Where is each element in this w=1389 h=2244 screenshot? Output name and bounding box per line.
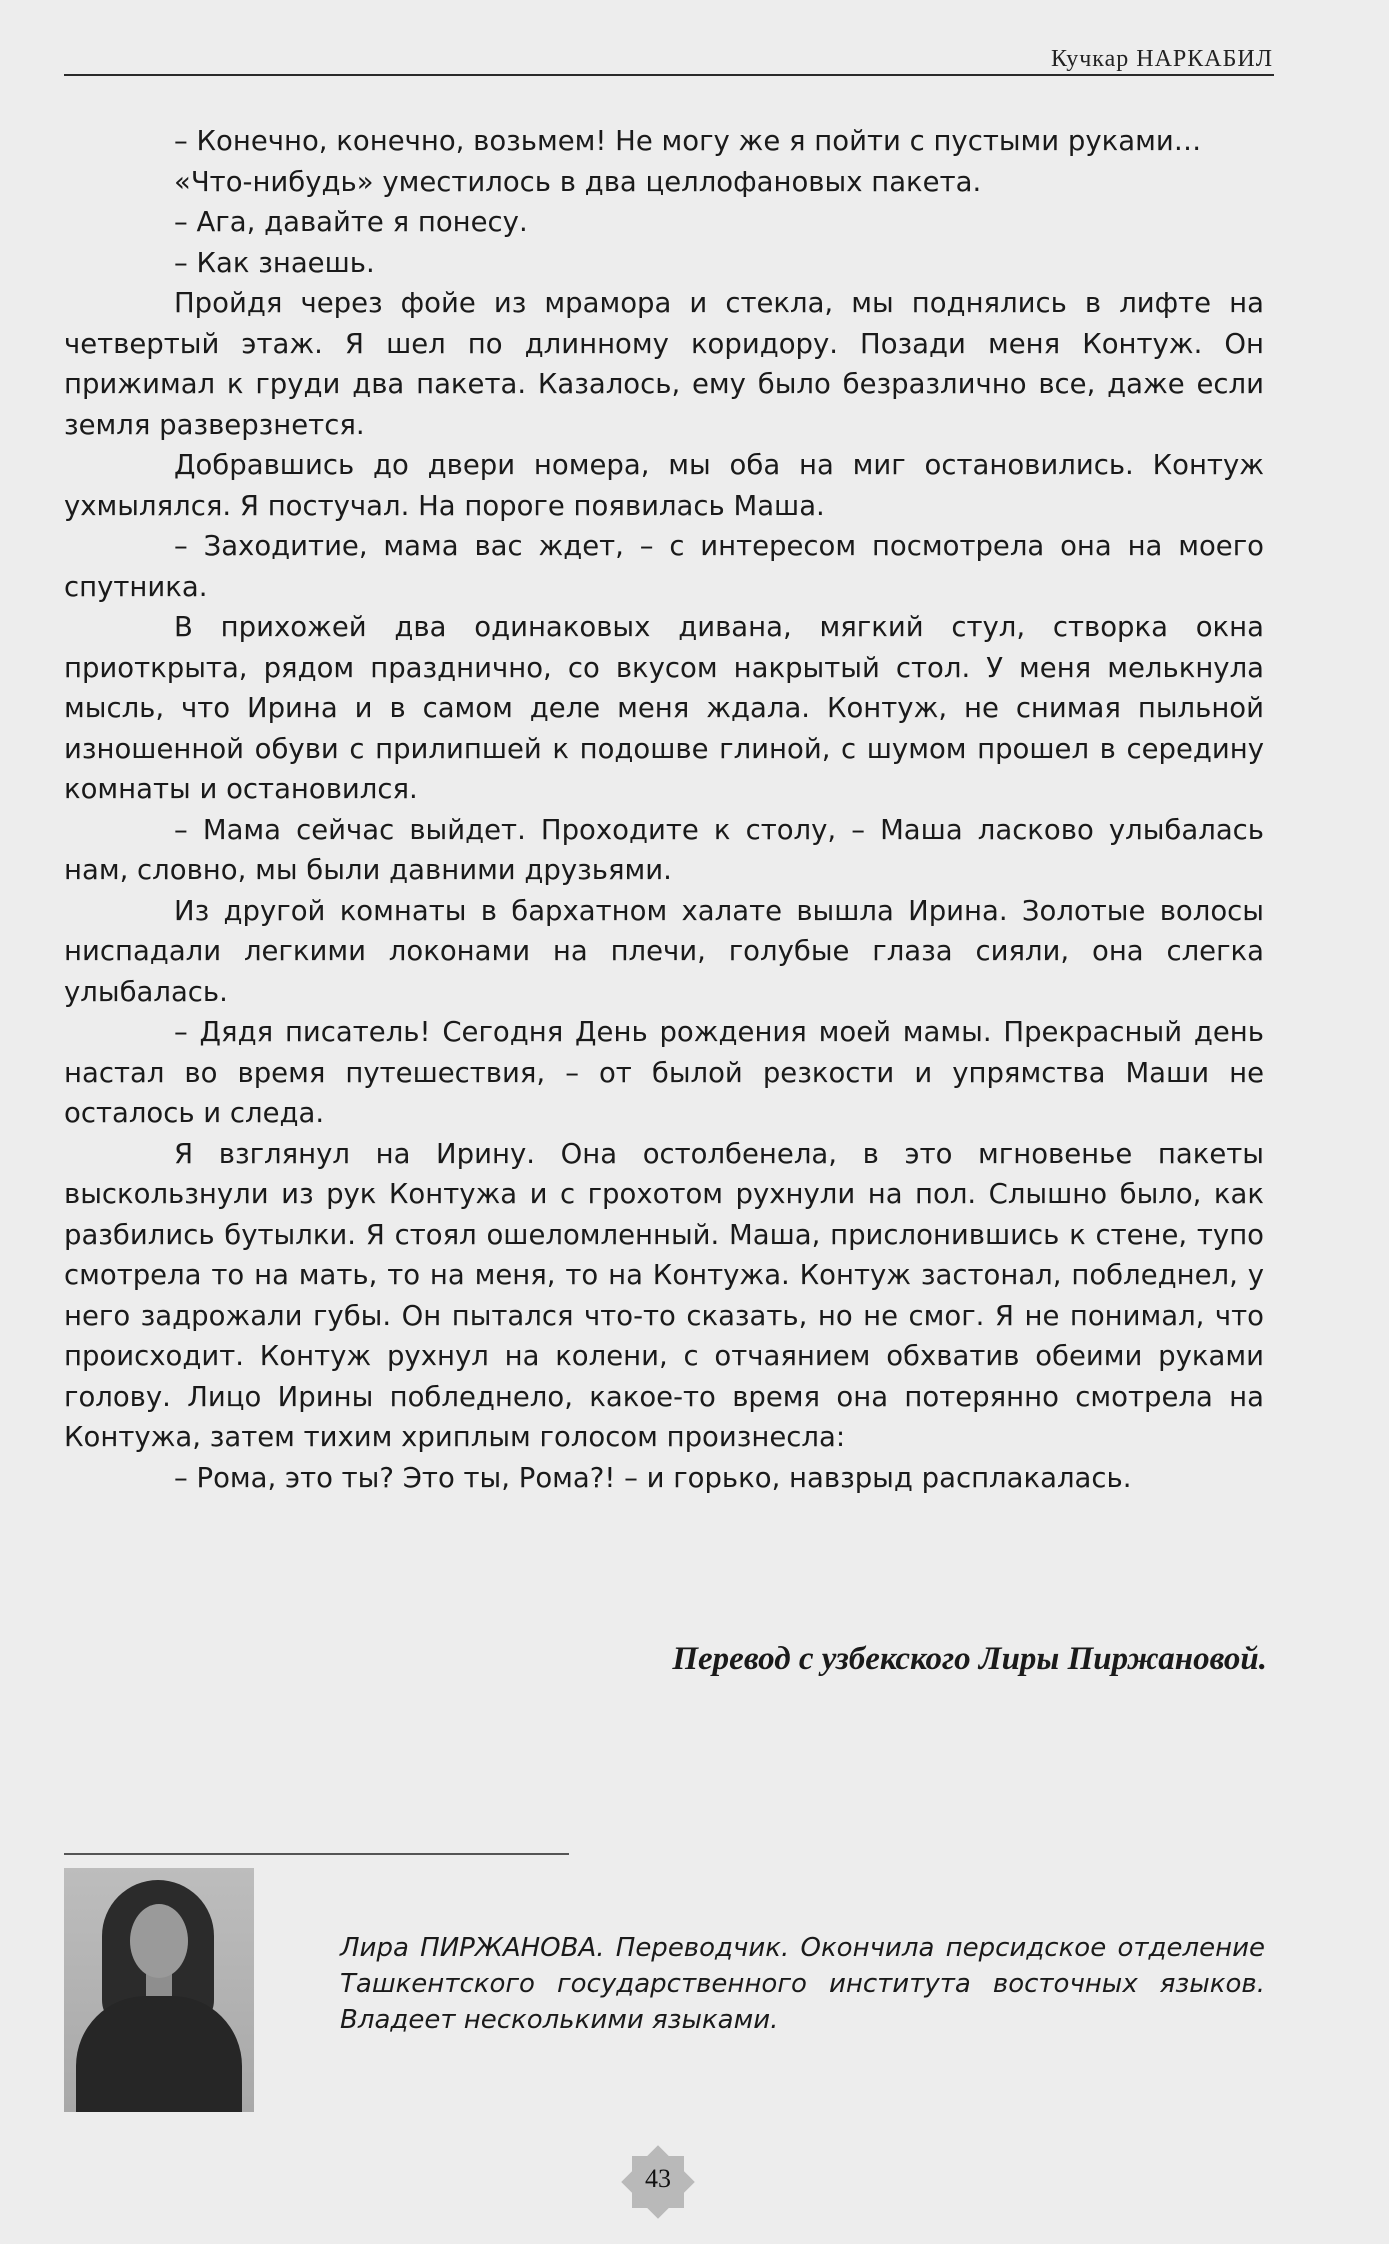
paragraph: – Рома, это ты? Это ты, Рома?! – и горько, навзрыд расплакалась. (174, 1461, 1132, 1494)
paragraph: В прихожей два одинаковых дивана, мягкий стул, створка окна приоткрыта, рядом празднично, со вкусом накрытый стол. У меня мелькнула мысль, что Ирина и в самом деле меня ждала. Контуж, не снимая пыльной изношенной обуви с прилипшей к подошве глиной, с шумом прошел в середину комнаты и остановился. (64, 611, 1264, 805)
paragraph: – Как знаешь. (174, 246, 375, 279)
paragraph: – Конечно, конечно, возьмем! Не могу же я пойти с пустыми руками… (174, 125, 1202, 157)
paragraph: – Ага, давайте я понесу. (174, 206, 528, 238)
page-number: 43 (645, 2164, 671, 2193)
photo-body (76, 1996, 242, 2112)
bio-separator (64, 1853, 569, 1855)
paragraph: Пройдя через фойе из мрамора и стекла, мы поднялись в лифте на четвертый этаж. Я шел по длинному коридору. Позади меня Контуж. Он прижимал к груди два пакета. Казалось, ему было безразлично все, даже если земля разверзнется. (64, 287, 1264, 441)
paragraph: Я взглянул на Ирину. Она остолбенела, в это мгновенье пакеты выскользнули из рук Контужа и с грохотом рухнули на пол. Слышно было, как разбились бутылки. Я стоял ошеломленный. Маша, прислонившись к стене, тупо смотрела то на мать, то на меня, то на Контужа. Контуж застонал, побледнел, у него задрожали губы. Он пытался что-то сказать, но не смог. Я не понимал, что происходит. Контуж рухнул на колени, с отчаянием обхватив обеими руками голову. Лицо Ирины побледнело, какое-то время она потерянно смотрела на Контужа, затем тихим хриплым голосом произнесла: (64, 1137, 1264, 1453)
header-rule (64, 74, 1274, 76)
translator-bio: Лира ПИРЖАНОВА. Переводчик. Окончила персидское отделение Ташкентского государственного института восточных языков. Владеет несколькими языками. (340, 1933, 1265, 2035)
paragraph: Добравшись до двери номера, мы оба на миг остановились. Контуж ухмылялся. Я постучал. На пороге появилась Маша. (64, 449, 1264, 522)
paragraph: – Дядя писатель! Сегодня День рождения моей мамы. Прекрасный день настал во время путешествия, – от былой резкости и упрямства Маши не осталось и следа. (64, 1016, 1264, 1129)
page-number-badge (618, 2142, 698, 2222)
photo-face (130, 1904, 188, 1978)
translator-photo (64, 1868, 254, 2112)
paragraph: «Что-нибудь» уместилось в два целлофановых пакета. (174, 165, 982, 198)
story-text (64, 121, 1264, 1498)
paragraph: – Заходитие, мама вас ждет, – с интересом посмотрела она на моего спутника. (64, 530, 1264, 603)
translator-credit: Перевод с узбекского Лиры Пиржановой. (672, 1641, 1267, 1677)
running-head: Кучкар НАРКАБИЛ (1051, 46, 1273, 72)
paragraph: Из другой комнаты в бархатном халате вышла Ирина. Золотые волосы ниспадали легкими локонами на плечи, голубые глаза сияли, она слегка улыбалась. (64, 894, 1264, 1008)
paragraph: – Мама сейчас выйдет. Проходите к столу, – Маша ласково улыбалась нам, словно, мы были давними друзьями. (64, 813, 1264, 886)
